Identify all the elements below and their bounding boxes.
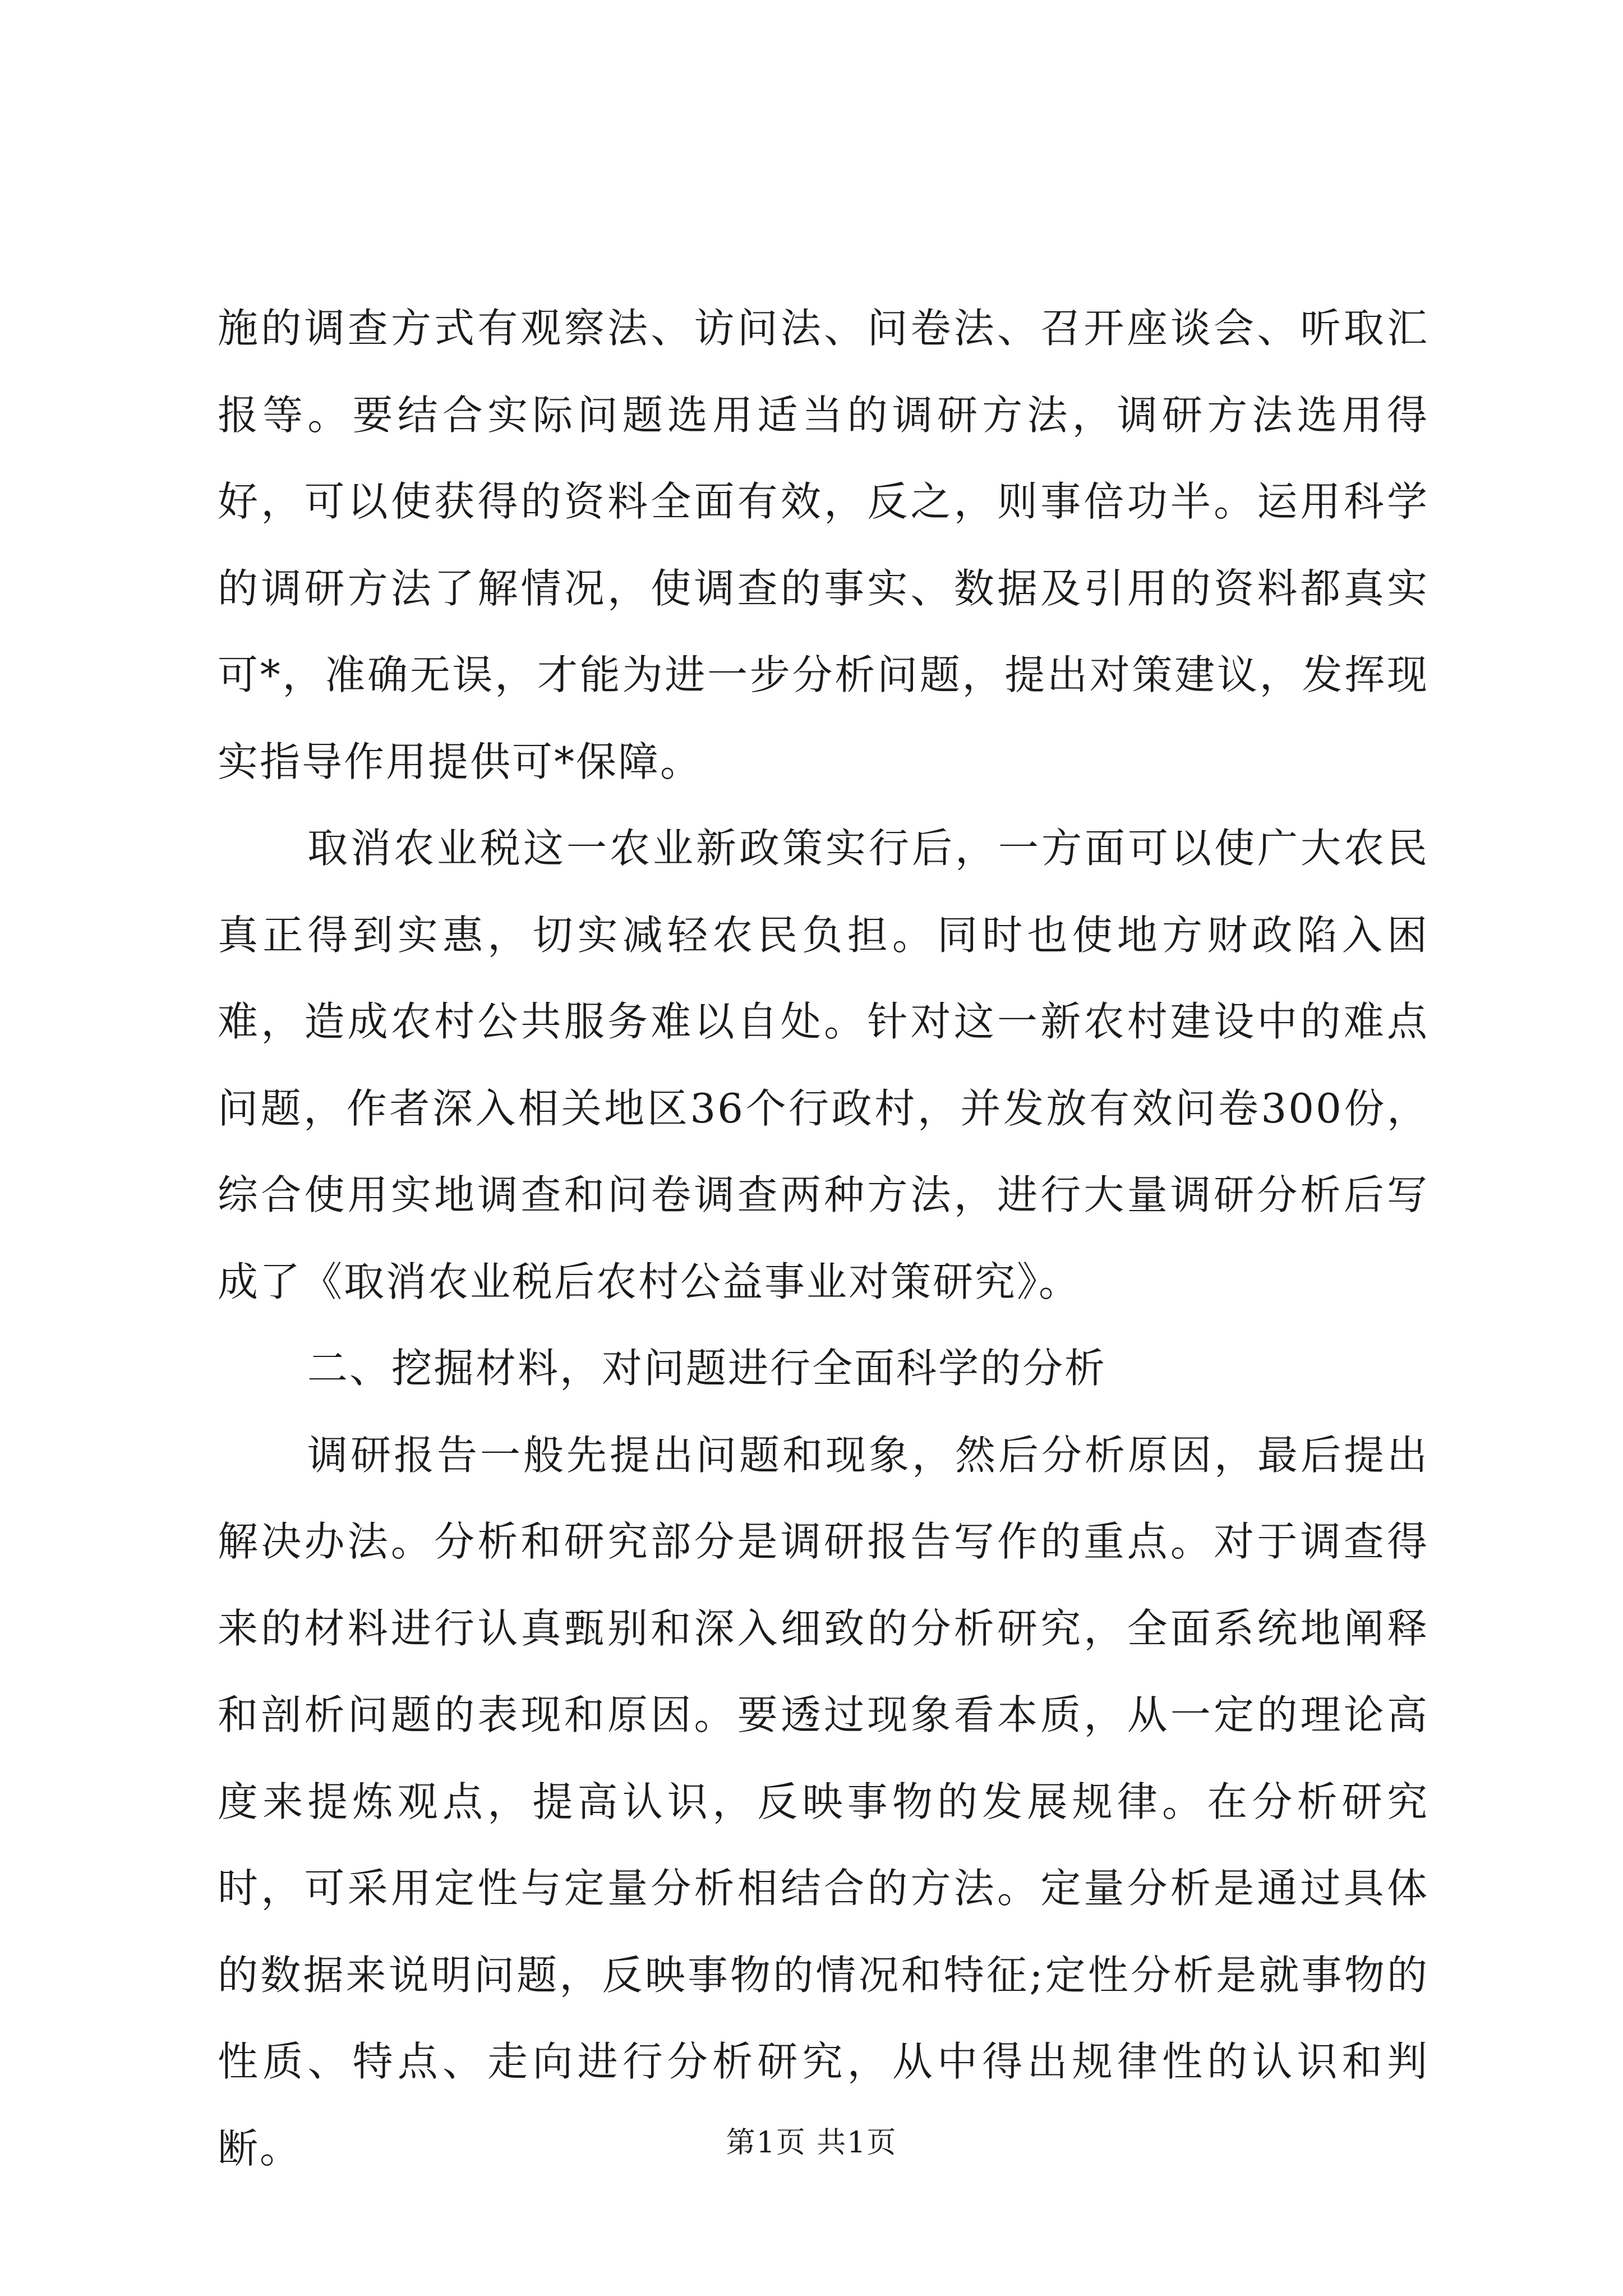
document-body xyxy=(218,285,1429,2192)
page-number-footer: 第1页 共1页 xyxy=(726,2126,897,2160)
paragraph-continuation: 施的调查方式有观察法、访问法、问卷法、召开座谈会、听取汇报等。要结合实际问题选用适当的调研方法，调研方法选用得好，可以使获得的资料全面有效，反之，则事倍功半。运用科学的调研方法了解情况，使调查的事实、数据及引用的资料都真实可*，准确无误，才能为进一步分析问题，提出对策建议，发挥现实指导作用提供可*保障。 xyxy=(218,305,1429,785)
paragraph-analysis: 调研报告一般先提出问题和现象，然后分析原因，最后提出解决办法。分析和研究部分是调研报告写作的重点。对于调查得来的材料进行认真甄别和深入细致的分析研究，全面系统地阐释和剖析问题的表现和原因。要透过现象看本质，从一定的理论高度来提炼观点，提高认识，反映事物的发展规律。在分析研究时，可采用定性与定量分析相结合的方法。定量分析是通过具体的数据来说明问题，反映事物的情况和特征;定性分析是就事物的性质、特点、走向进行分析研究，从中得出规律性的认识和判断。 xyxy=(218,1431,1429,2172)
section-heading: 二、挖掘材料，对问题进行全面科学的分析 xyxy=(307,1345,1107,1392)
paragraph-agricultural-tax: 取消农业税这一农业新政策实行后，一方面可以使广大农民真正得到实惠，切实减轻农民负担。同时也使地方财政陷入困难，造成农村公共服务难以自处。针对这一新农村建设中的难点问题，作者深入相关地区36个行政村，并发放有效问卷300份，综合使用实地调查和问卷调查两种方法，进行大量调研分析后写成了《取消农业税后农村公益事业对策研究》。 xyxy=(218,825,1429,1305)
